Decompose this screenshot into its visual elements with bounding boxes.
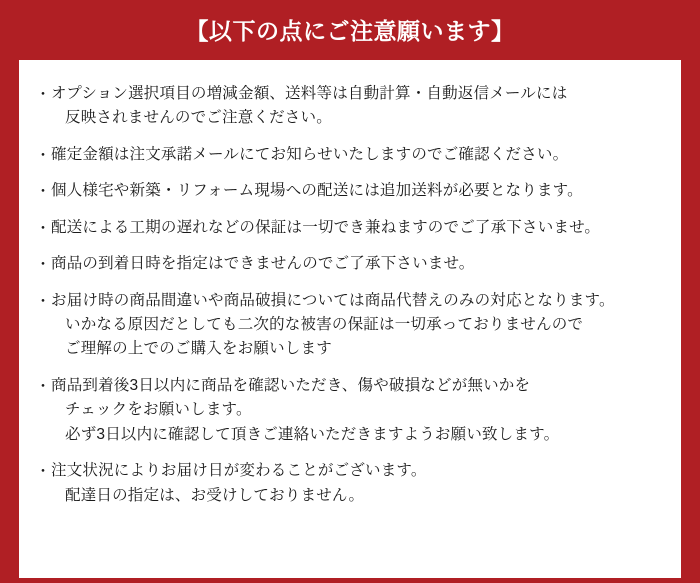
list-item-line: お届け時の商品間違いや商品破損については商品代替えのみの対応となります。 (51, 291, 615, 309)
list-item (35, 143, 665, 167)
list-item-lines (51, 82, 665, 131)
list-item-line: 配送による工期の遅れなどの保証は一切でき兼ねますのでご了承下さいませ。 (51, 218, 601, 236)
bullet-icon: ・ (35, 256, 51, 274)
list-item (35, 82, 665, 131)
notice-title: 【以下の点にご注意願います】 (185, 18, 515, 44)
list-item-line: 注文状況によりお届け日が変わることがございます。 (51, 462, 427, 480)
bullet-icon: ・ (35, 377, 51, 395)
bullet-icon: ・ (35, 183, 51, 201)
list-item (35, 289, 665, 362)
bullet-icon: ・ (35, 85, 51, 103)
list-item-line: 個人様宅や新築・リフォーム現場への配送には追加送料が必要となります。 (51, 182, 583, 200)
list-item-lines (51, 374, 665, 447)
list-item-lines (51, 179, 665, 203)
bullet-icon: ・ (35, 146, 51, 164)
notice-list (35, 82, 665, 521)
list-item-line: 必ず3日以内に確認して頂きご連絡いただきますようお願い致します。 (65, 425, 560, 443)
list-item (35, 459, 665, 508)
list-item-line: 商品の到着日時を指定はできませんのでご了承下さいませ。 (51, 255, 475, 273)
list-item (35, 252, 665, 276)
list-item-lines (51, 216, 665, 240)
list-item-line: 商品到着後3日以内に商品を確認いただき、傷や破損などが無いかを (51, 376, 531, 394)
list-item-lines (51, 459, 665, 508)
bullet-icon: ・ (35, 463, 51, 481)
list-item-lines (51, 289, 665, 362)
list-item (35, 216, 665, 240)
list-item-line: ご理解の上でのご購入をお願いします (65, 340, 332, 358)
list-item-lines (51, 252, 665, 276)
bullet-icon: ・ (35, 292, 51, 310)
list-item-line: 配達日の指定は、お受けしておりません。 (65, 486, 365, 504)
list-item-line: チェックをお願いします。 (65, 401, 252, 419)
bullet-icon: ・ (35, 219, 51, 237)
list-item-line: オプション選択項目の増減金額、送料等は自動計算・自動返信メールには (51, 84, 568, 102)
list-item-lines (51, 143, 665, 167)
list-item (35, 374, 665, 447)
list-item-line: 反映されませんのでご注意ください。 (65, 109, 332, 127)
list-item-line: いかなる原因だとしても二次的な被害の保証は一切承っておりませんので (65, 315, 584, 333)
list-item (35, 179, 665, 203)
notice-body (19, 60, 681, 578)
list-item-line: 確定金額は注文承諾メールにてお知らせいたしますのでご確認ください。 (51, 145, 569, 163)
